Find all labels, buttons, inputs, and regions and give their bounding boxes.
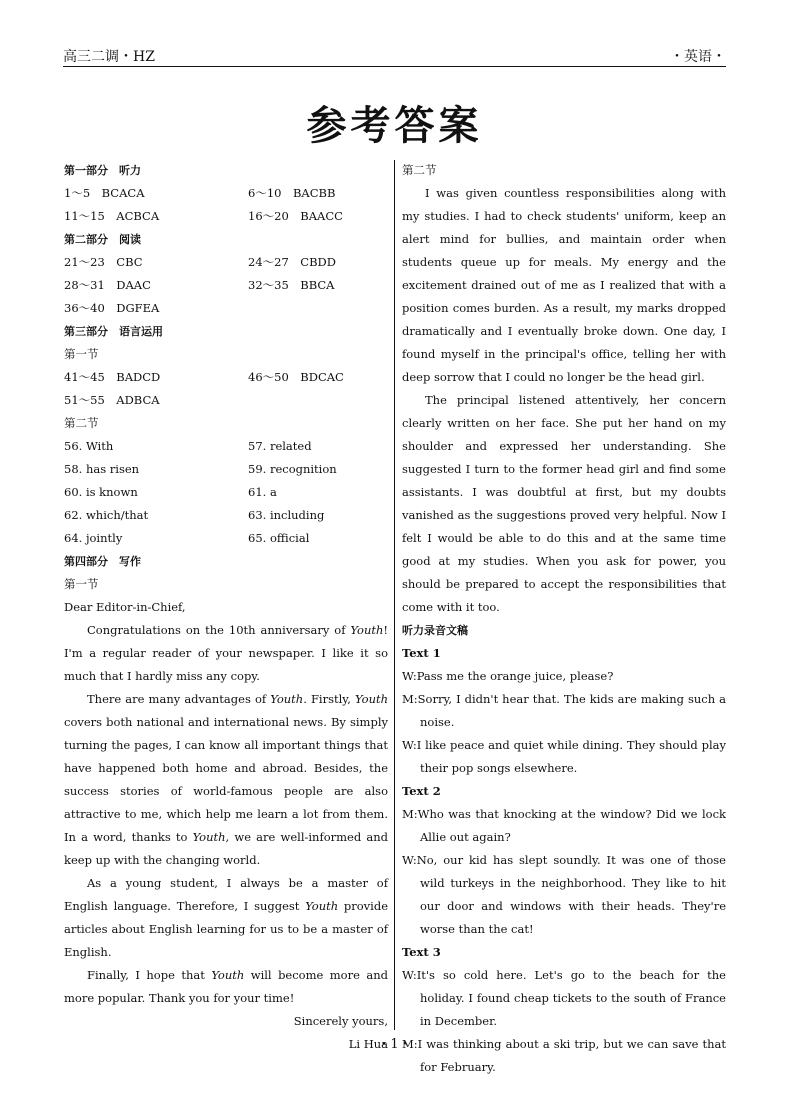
letter-salutation: Dear Editor-in-Chief,	[64, 600, 186, 614]
answer-row: 1～5 BCACA 6～10 BACBB	[64, 186, 336, 200]
header-left: 高三二调・HZ	[63, 49, 155, 65]
letter-closing: Sincerely yours,	[293, 1014, 388, 1028]
part3-title: 第三部分 语言运用	[64, 325, 163, 338]
dialogue-line: W:I like peace and quiet while dining. They should play their pop songs elsewhere.	[402, 738, 726, 775]
left-column	[64, 159, 388, 1056]
answer-row: 58. has risen 59. recognition	[64, 462, 337, 476]
writing-paragraph-2: The principal listened attentively, her concern clearly written on her face. She put her hand on my shoulder and expressed her understanding. She suggested I turn to the former head girl and find some assistants. I was doubtful at first, but my doubts vanished as the suggestions proved very helpful. Now I felt I would be able to do this and at the same time good at my studies. When you ask for power, you should be prepared to accept the responsibilities that come with it too.	[402, 393, 726, 614]
letter-paragraph-4: Finally, I hope that Youth will become more and more popular. Thank you for your time!	[64, 968, 388, 1005]
part1-title: 第一部分 听力	[64, 164, 141, 177]
dialogue-line: W:It's so cold here. Let's go to the beach for the holiday. I found cheap tickets to the south of France in December.	[402, 968, 726, 1028]
answer-row: 36～40 DGFEA	[64, 301, 160, 315]
listening-script-title: 听力录音文稿	[402, 624, 468, 637]
letter-paragraph-3: As a young student, I always be a master of English language. Therefore, I suggest Youth provide articles about English learning for us to be a master of English.	[64, 876, 389, 959]
answer-row: 51～55 ADBCA	[64, 393, 160, 407]
page-header	[63, 44, 726, 68]
part4-section1-title: 第一节	[64, 577, 99, 591]
dialogue-line: M:Who was that knocking at the window? Did we lock Allie out again?	[402, 807, 726, 844]
answer-row: 56. With 57. related	[64, 439, 312, 453]
answer-row: 62. which/that 63. including	[64, 508, 325, 522]
page-number: ・1・	[377, 1037, 412, 1052]
answer-row: 64. jointly 65. official	[64, 531, 310, 545]
part4-title: 第四部分 写作	[64, 555, 141, 568]
answer-row: 28～31 DAAC 32～35 BBCA	[64, 278, 335, 292]
answer-row: 11～15 ACBCA 16～20 BAACC	[64, 209, 343, 223]
dialogue-line: M:Sorry, I didn't hear that. The kids are making such a noise.	[402, 692, 726, 729]
answer-row: 21～23 CBC 24～27 CBDD	[64, 255, 336, 269]
page-title: 参考答案	[306, 103, 483, 149]
letter-paragraph-2: There are many advantages of Youth. Firstly, Youth covers both national and international news. By simply turning the pages, I can know all important things that have happened both home and abroad. Besides, the success stories of world-famous people are also attractive to me, which help me learn a lot from them. In a word, thanks to Youth, we are well-informed and keep up with the changing world.	[64, 692, 388, 867]
dialogue-line: W:Pass me the orange juice, please?	[402, 669, 614, 683]
header-rule	[63, 66, 726, 67]
answer-row: 41～45 BADCD 46～50 BDCAC	[64, 370, 344, 384]
dialogue-line: W:No, our kid has slept soundly. It was one of those wild turkeys in the neighborhood. They like to hit our door and windows with their heads. They're worse than the cat!	[402, 853, 726, 936]
answer-row: 60. is known 61. a	[64, 485, 277, 499]
part3-section2-title: 第二节	[64, 416, 99, 430]
text3-label: Text 3	[402, 945, 441, 959]
right-column	[402, 159, 726, 1079]
part2-title: 第二部分 阅读	[64, 233, 141, 246]
header-right: ・英语・	[670, 49, 726, 65]
text2-label: Text 2	[402, 784, 441, 798]
letter-paragraph-1: Congratulations on the 10th anniversary of Youth! I'm a regular reader of your newspaper. I like it so much that I hardly miss any copy.	[64, 623, 388, 683]
dialogue-line: M:I was thinking about a ski trip, but we can save that for February.	[402, 1037, 726, 1074]
writing-paragraph-1: I was given countless responsibilities along with my studies. I had to check students' uniform, keep an alert mind for bullies, and maintain order when students queue up for meals. My energy and the excitement drained out of me as I realized that with a position comes burden. As a result, my marks dropped dramatically and I eventually broke down. One day, I found myself in the principal's office, telling her with deep sorrow that I could no longer be the head girl.	[402, 186, 726, 384]
part3-section1-title: 第一节	[64, 347, 99, 361]
text1-label: Text 1	[402, 646, 441, 660]
section2-title: 第二节	[402, 163, 437, 177]
letter-signature: Li Hua	[348, 1037, 388, 1051]
column-divider	[394, 160, 395, 1030]
